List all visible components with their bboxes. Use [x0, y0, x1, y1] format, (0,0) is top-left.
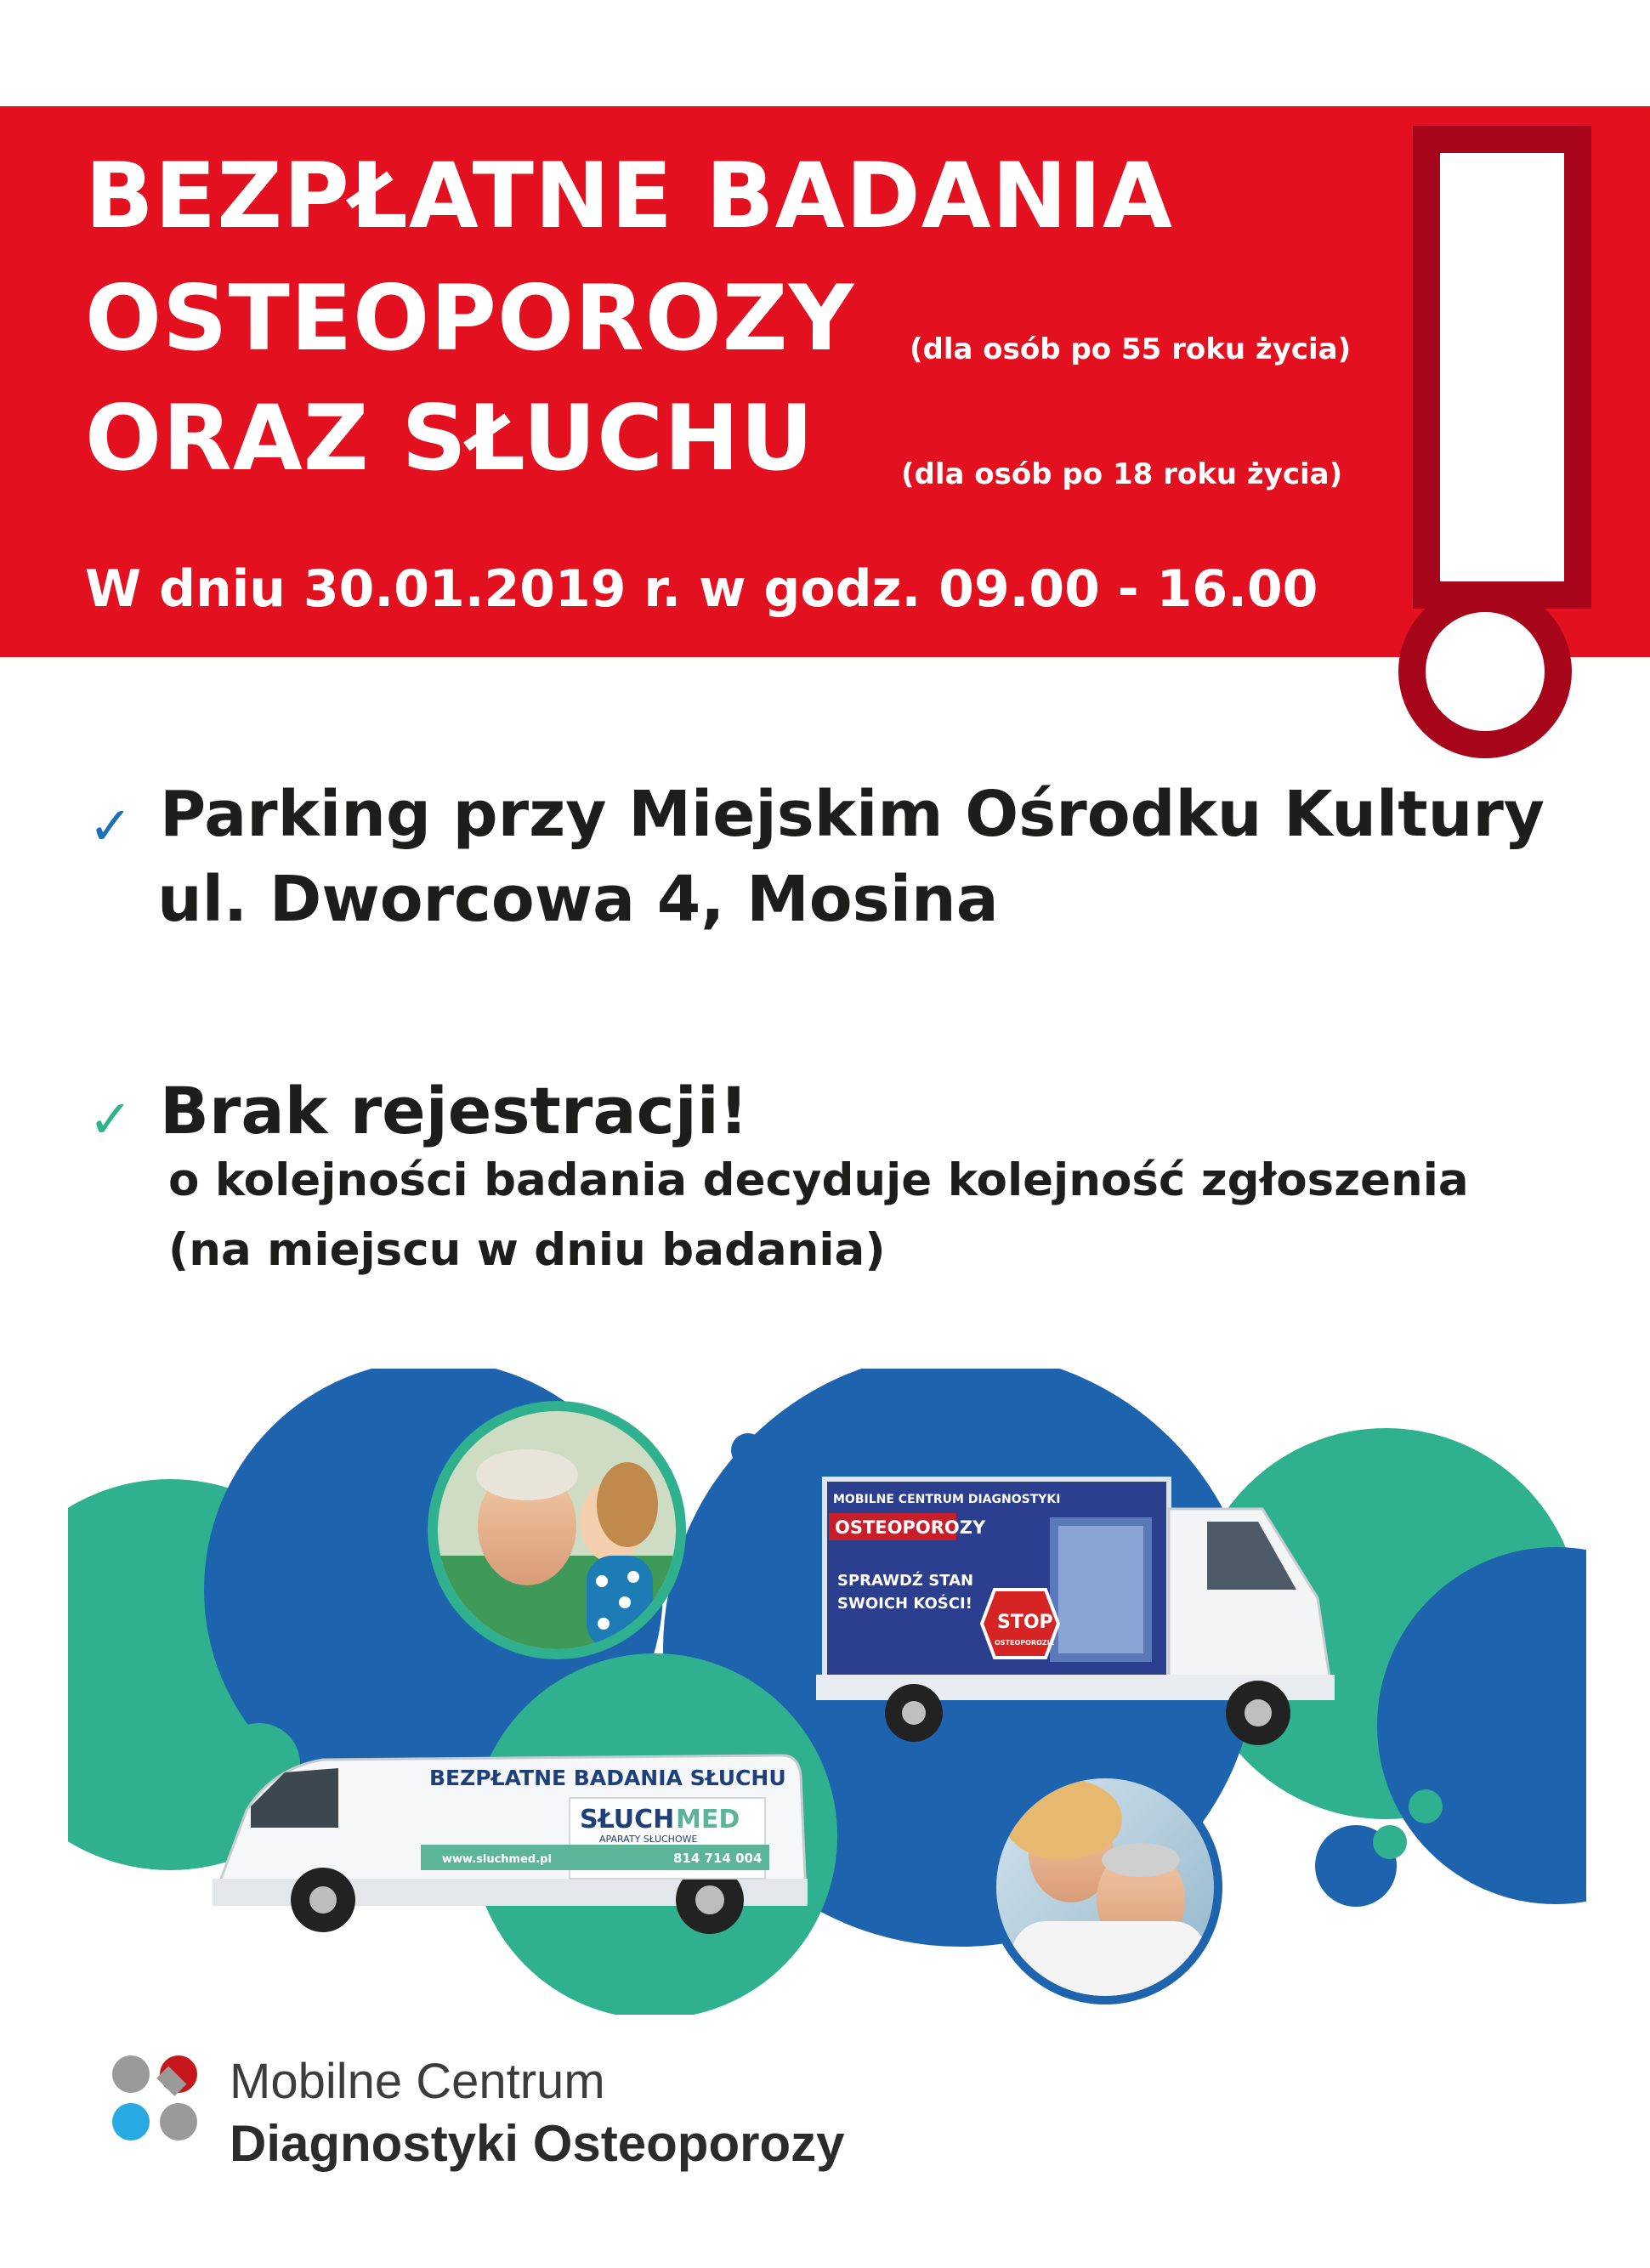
- stop-sign-text: STOP: [997, 1612, 1053, 1633]
- event-date: W dniu 30.01.2019 r. w godz. 09.00 - 16.00: [85, 559, 1318, 619]
- age-note-osteoporosis: (dla osób po 55 roku życia): [910, 332, 1352, 366]
- headline-line-3: ORAZ SŁUCHU: [85, 386, 814, 490]
- checkmark-icon: ✓: [88, 795, 133, 857]
- blue-bubble: [731, 1433, 765, 1467]
- van-phone: 814 714 004: [673, 1851, 763, 1866]
- truck-slogan-2: SWOICH KOŚCI!: [837, 1595, 972, 1613]
- teal-bubble: [1373, 1825, 1407, 1859]
- registration-title: Brak rejestracji!: [160, 1073, 749, 1148]
- logo-text-line-2: Diagnostyki Osteoporozy: [230, 2115, 845, 2172]
- exclamation-dot-icon: [1398, 585, 1572, 758]
- mcdo-logo-icon: [95, 2040, 214, 2159]
- location-name: Parking przy Miejskim Ośrodku Kultury: [160, 778, 1545, 851]
- truck-slogan-1: SPRAWDŹ STAN: [837, 1572, 974, 1590]
- truck-title: OSTEOPOROZY: [835, 1517, 986, 1538]
- age-note-hearing: (dla osób po 18 roku życia): [901, 457, 1343, 491]
- van-brand-b: MED: [676, 1805, 740, 1834]
- headline-line-1: BEZPŁATNE BADANIA: [85, 144, 1173, 248]
- van-brand-a: SŁUCH: [580, 1805, 675, 1834]
- registration-info: o kolejności badania decyduje kolejność zgłoszenia: [168, 1154, 1469, 1206]
- logo-text-line-1: Mobilne Centrum: [230, 2054, 605, 2109]
- location-address: ul. Dworcowa 4, Mosina: [157, 863, 999, 936]
- headline-line-2: OSTEOPOROZY: [85, 266, 855, 371]
- stop-sign-subtext: OSTEOPOROZIE: [995, 1639, 1055, 1647]
- van-brand-sub: APARATY SŁUCHOWE: [599, 1834, 698, 1845]
- promo-collage: [68, 1369, 1586, 2015]
- truck-header-text: MOBILNE CENTRUM DIAGNOSTYKI: [833, 1493, 1061, 1506]
- van-website: www.sluchmed.pl: [442, 1853, 552, 1866]
- exclamation-bar-icon: [1413, 126, 1591, 609]
- registration-note: (na miejscu w dniu badania): [168, 1224, 886, 1276]
- teal-bubble: [1409, 1789, 1443, 1823]
- van-roof-text: BEZPŁATNE BADANIA SŁUCHU: [429, 1766, 786, 1790]
- checkmark-icon: ✓: [88, 1088, 133, 1150]
